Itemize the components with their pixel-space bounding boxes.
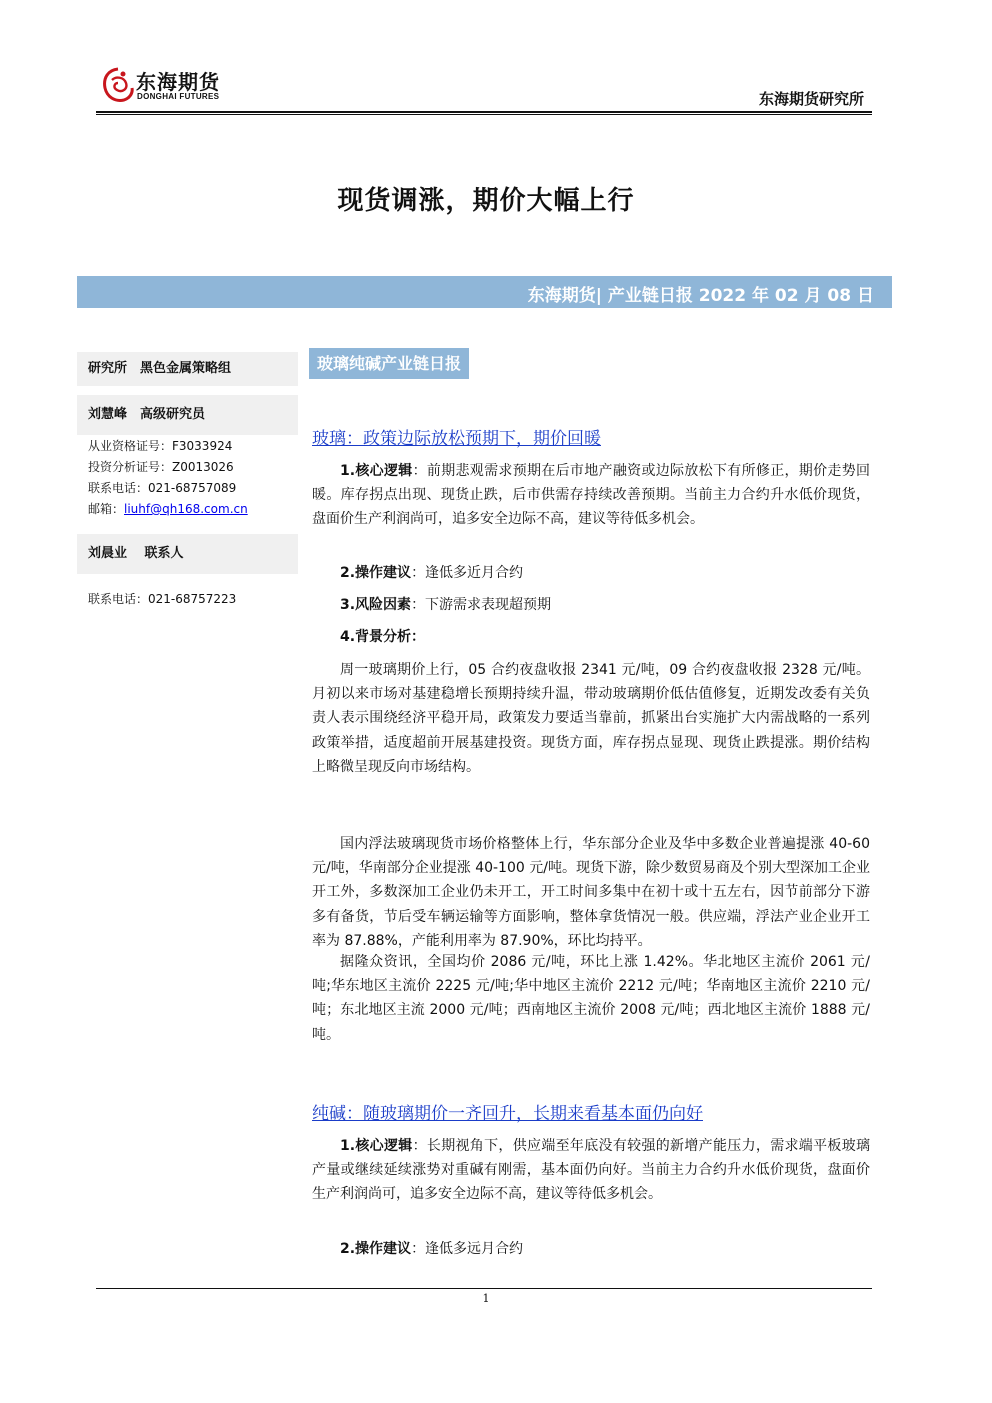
sidebar-contact: 刘晨业 联系人 <box>88 546 184 561</box>
glass-advice <box>312 561 870 585</box>
glass-background-p1: 周一玻璃期价上行，05 合约夜盘收报 2341 元/吨，09 合约夜盘收报 2328 元/吨。月初以来市场对基建稳增长预期持续升温，带动玻璃期价低估值修复，近期发改委有关负责人表示围绕经济平稳开局，政策发力要适当靠前，抓紧出台实施扩大内需战略的一系列政策举措，适度超前开展基建投资。现货方面，库存拐点显现、现货止跌提涨。期价结构上略微呈现反向市场结构。 <box>312 662 870 775</box>
report-title: 现货调涨，期价大幅上行 <box>337 186 635 216</box>
glass-logic-text: ：前期悲观需求预期在后市地产融资或边际放松下有所修正，期价走势回暖。库存拐点出现、现货止跌，后市供需存持续改善预期。当前主力合约升水低价现货，盘面价生产利润尚可，追多安全边际不高，建议等待低多机会。 <box>312 463 871 528</box>
analyst-email-line <box>88 500 248 517</box>
soda-advice <box>312 1237 870 1261</box>
soda-section-title: 纯碱：随玻璃期价一齐回升，长期来看基本面仍向好 <box>312 1104 703 1124</box>
glass-section-title: 玻璃：政策边际放松预期下，期价回暖 <box>312 429 601 449</box>
header-rule <box>96 111 872 113</box>
company-logo <box>100 64 230 108</box>
soda-advice-text: ：逢低多远月合约 <box>411 1241 524 1257</box>
header-rule-thin <box>96 114 872 115</box>
sidebar-contact-box <box>77 534 298 574</box>
footer-rule <box>96 1288 872 1289</box>
soda-advice-label: 2.操作建议 <box>340 1241 412 1257</box>
sidebar-analyst-box <box>77 395 298 435</box>
banner-text: 东海期货| 产业链日报 2022 年 02 月 08 日 <box>527 286 874 306</box>
soda-logic-label: 1.核心逻辑 <box>340 1138 413 1154</box>
section-tag: 玻璃纯碱产业链日报 <box>309 348 469 379</box>
dragon-logo-icon <box>100 66 136 106</box>
institute-name: 东海期货研究所 <box>758 90 864 108</box>
analyst-phone: 联系电话：021-68757089 <box>88 481 237 495</box>
report-banner <box>77 276 892 308</box>
contact-phone: 联系电话：021-68757223 <box>88 592 237 606</box>
glass-risk <box>312 593 870 617</box>
glass-advice-label: 2.操作建议 <box>340 565 412 581</box>
sidebar-team-box <box>77 352 298 386</box>
glass-background-p3: 据隆众资讯，全国均价 2086 元/吨，环比上涨 1.42%。华北地区主流价 2061 元/吨;华东地区主流价 2225 元/吨;华中地区主流价 2212 元/吨；华南地区主流价 2210 元/吨；东北地区主流 2000 元/吨；西南地区主流价 2008 元/吨；西北地区主流价 1888 元/吨。 <box>312 954 870 1043</box>
soda-logic-text: ：长期视角下，供应端至年底没有较强的新增产能压力，需求端平板玻璃产量或继续延续涨势对重碱有刚需，基本面仍向好。当前主力合约升水低价现货，盘面价生产利润尚可，追多安全边际不高，建议等待低多机会。 <box>312 1138 871 1203</box>
logo-chinese-name: 东海期货 <box>136 70 220 94</box>
glass-core-logic <box>312 459 870 532</box>
sidebar-team: 研究所 黑色金属策略组 <box>88 361 232 376</box>
email-link[interactable]: liuhf@qh168.com.cn <box>124 502 248 516</box>
glass-background-p2: 国内浮法玻璃现货市场价格整体上行，华东部分企业及华中多数企业普遍提涨 40-60 元/吨，华南部分企业提涨 40-100 元/吨。现货下游，除少数贸易商及个别大型深加工企业开工外，多数深加工企业仍未开工，开工时间多集中在初十或十五左右，因节前部分下游多有备货，节后受车辆运输等方面影响，整体拿货情况一般。供应端，浮法产业企业开工率为 87.88%，产能利用率为 87.90%，环比均持平。 <box>312 836 870 949</box>
glass-risk-label: 3.风险因素 <box>340 597 412 613</box>
sidebar-analyst: 刘慧峰 高级研究员 <box>88 407 206 422</box>
investment-number: 投资分析证号：Z0013026 <box>88 460 234 474</box>
glass-bg-label: 4.背景分析： <box>340 629 426 645</box>
page-number: 1 <box>482 1292 490 1305</box>
glass-advice-text: ：逢低多近月合约 <box>411 565 524 581</box>
glass-logic-label: 1.核心逻辑 <box>340 463 413 479</box>
glass-background-heading <box>312 625 870 649</box>
qualification-number: 从业资格证号：F3033924 <box>88 439 233 453</box>
soda-core-logic <box>312 1134 870 1207</box>
glass-risk-text: ：下游需求表现超预期 <box>411 597 552 613</box>
email-label: 邮箱： <box>88 502 125 516</box>
logo-english-name: DONGHAI FUTURES <box>137 92 220 101</box>
